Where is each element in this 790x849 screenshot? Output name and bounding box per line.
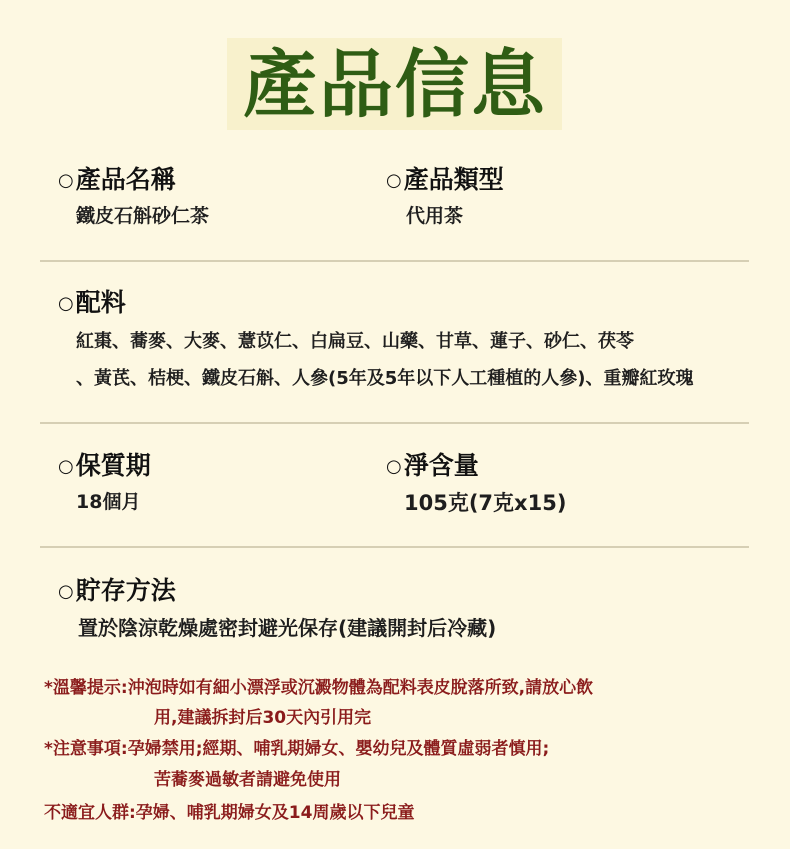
product-type-label: ○產品類型 <box>386 165 504 194</box>
storage-label: ○貯存方法 <box>58 576 176 605</box>
ingredients-label: ○配料 <box>58 288 126 317</box>
divider <box>40 422 749 424</box>
shelf-life-value: 18個月 <box>76 491 141 513</box>
ingredients-line-2: 、黃芪、桔梗、鐵皮石斛、人參(5年及5年以下人工種植的人參)、重瓣紅玫瑰 <box>76 368 694 389</box>
ingredients-line-1: 紅棗、蕎麥、大麥、薏苡仁、白扁豆、山藥、甘草、蓮子、砂仁、茯苓 <box>76 331 634 352</box>
storage-value: 置於陰涼乾燥處密封避光保存(建議開封后冷藏) <box>78 616 497 640</box>
circle-marker-icon: ○ <box>386 456 402 477</box>
circle-marker-icon: ○ <box>58 293 74 314</box>
circle-marker-icon: ○ <box>386 170 402 191</box>
product-name-label: ○產品名稱 <box>58 165 176 194</box>
circle-marker-icon: ○ <box>58 456 74 477</box>
caution-note-line-2: 苦蕎麥過敏者請避免使用 <box>154 770 341 790</box>
unsuitable-note: 不適宜人群:孕婦、哺乳期婦女及14周歲以下兒童 <box>44 803 415 823</box>
caution-note-line-1: *注意事項:孕婦禁用;經期、哺乳期婦女、嬰幼兒及體質虛弱者慎用; <box>44 739 550 759</box>
product-type-value: 代用茶 <box>406 205 464 227</box>
net-content-value: 105克(7克x15) <box>404 491 567 515</box>
tip-note-line-1: *溫馨提示:沖泡時如有細小漂浮或沉澱物體為配料表皮脫落所致,請放心飲 <box>44 678 594 698</box>
circle-marker-icon: ○ <box>58 581 74 602</box>
page-title: 產品信息 <box>243 42 547 128</box>
divider <box>40 260 749 262</box>
circle-marker-icon: ○ <box>58 170 74 191</box>
net-content-label: ○淨含量 <box>386 451 479 480</box>
shelf-life-label: ○保質期 <box>58 451 151 480</box>
tip-note-line-2: 用,建議拆封后30天內引用完 <box>154 708 372 728</box>
product-name-value: 鐵皮石斛砂仁茶 <box>76 205 210 227</box>
divider <box>40 546 749 548</box>
